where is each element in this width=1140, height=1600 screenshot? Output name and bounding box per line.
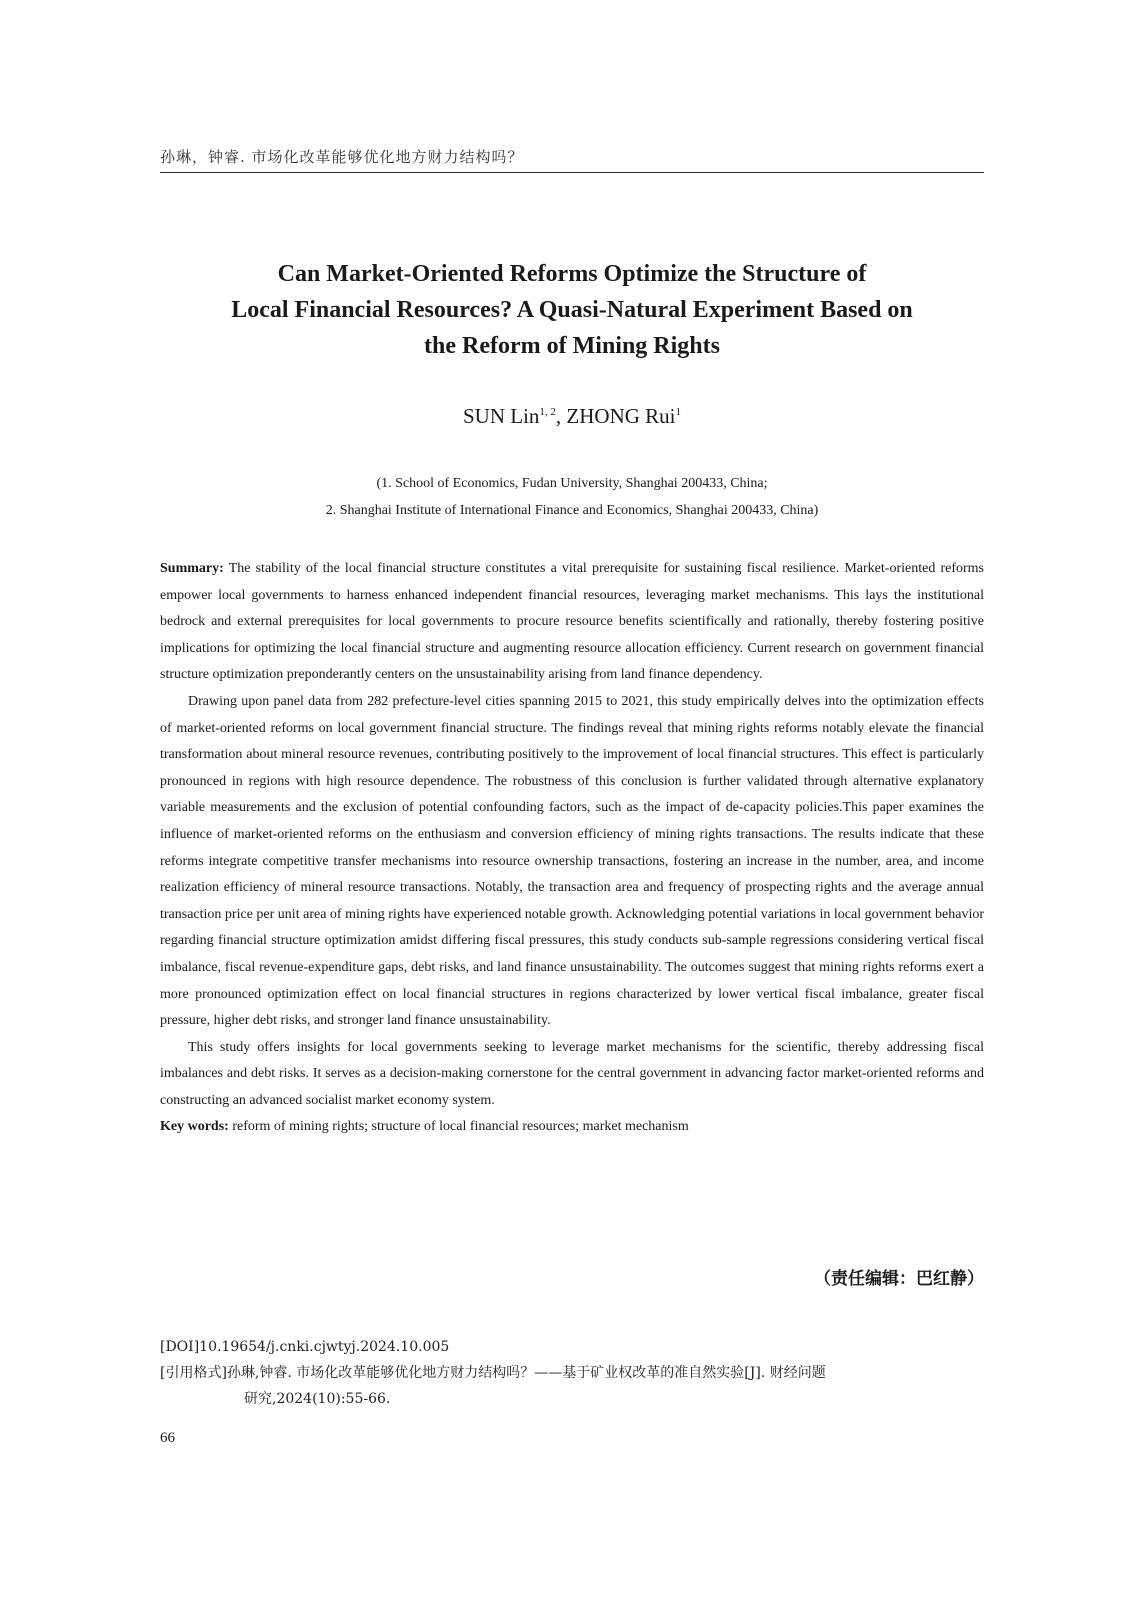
- summary-paragraph-3: This study offers insights for local governments seeking to leverage market mechanisms for the scientific, thereby addressing fiscal imbalances and debt risks. It serves as a decision-making cornerstone for the central government in advancing factor market-oriented reforms and constructing an advanced socialist market economy system.: [160, 1039, 984, 1108]
- page-number: 66: [160, 1430, 175, 1446]
- author-1-affiliation-marker: 1, 2: [539, 406, 556, 418]
- author-separator: ,: [555, 404, 567, 428]
- running-header: 孙琳，钟睿. 市场化改革能够优化地方财力结构吗？: [160, 148, 524, 166]
- author-line: [160, 404, 984, 429]
- title-line-2: Local Financial Resources? A Quasi-Natural Experiment Based on: [231, 297, 913, 323]
- citation-block: [160, 1334, 984, 1412]
- affiliation-1: (1. School of Economics, Fudan University, Shanghai 200433, China;: [376, 476, 768, 491]
- keywords-text: reform of mining rights; structure of local financial resources; market mechanism: [232, 1119, 689, 1135]
- summary-text-1: The stability of the local financial structure constitutes a vital prerequisite for sustaining fiscal resilience. Market-oriented reforms empower local governments to harness enhanced independent financial resources, leveraging market mechanisms. This lays the institutional bedrock and external prerequisites for local governments to procure resource benefits scientifically and rationally, thereby fostering positive implications for optimizing the local financial structure and augmenting resource allocation efficiency. Current research on government financial structure optimization preponderantly centers on the unsustainability arising from land finance dependency.: [160, 561, 985, 683]
- citation-format-line-1: [引用格式]孙琳,钟睿. 市场化改革能够优化地方财力结构吗？——基于矿业权改革的准自然实验[J]. 财经问题: [160, 1365, 826, 1381]
- author-2-affiliation-marker: 1: [675, 406, 682, 418]
- affiliation-2: 2. Shanghai Institute of International Finance and Economics, Shanghai 200433, China): [325, 503, 819, 518]
- doi-line: [DOI]10.19654/j.cnki.cjwtyj.2024.10.005: [160, 1339, 450, 1355]
- summary-paragraph-1: [160, 556, 984, 689]
- citation-format-line-2: 研究,2024(10):55-66.: [244, 1391, 391, 1407]
- responsible-editor: （责任编辑：巴红静）: [814, 1269, 984, 1289]
- summary-label: Summary:: [160, 561, 224, 576]
- title-line-3: the Reform of Mining Rights: [424, 333, 720, 359]
- author-1-name: SUN Lin: [462, 404, 540, 428]
- keywords: [160, 1114, 984, 1141]
- affiliations: [160, 470, 984, 524]
- summary-paragraph-2: Drawing upon panel data from 282 prefecture-level cities spanning 2015 to 2021, this study empirically delves into the optimization effects of market-oriented reforms on local government financial structure. The findings reveal that mining rights reforms notably elevate the financial transformation about mineral resource revenues, contributing positively to the improvement of local financial structures. This effect is particularly pronounced in regions with high resource dependence. The robustness of this conclusion is further validated through alternative explanatory variable measurements and the exclusion of potential confounding factors, such as the impact of de-capacity policies.This paper examines the influence of market-oriented reforms on the enthusiasm and conversion efficiency of mining rights transactions. The results indicate that these reforms integrate competitive transfer mechanisms into resource ownership transactions, fostering an increase in the number, area, and income realization efficiency of mineral resource transactions. Notably, the transaction area and frequency of prospecting rights and the average annual transaction price per unit area of mining rights have experienced notable growth. Acknowledging potential variations in local government behavior regarding financial structure optimization amidst differing fiscal pressures, this study conducts sub-sample regressions considering vertical fiscal imbalance, fiscal revenue-expenditure gaps, debt risks, and land finance unsustainability. The outcomes suggest that mining rights reforms exert a more pronounced optimization effect on local financial structures in regions characterized by lower vertical fiscal imbalance, greater fiscal pressure, higher debt risks, and stronger land finance unsustainability.: [160, 693, 984, 1029]
- paper-title: [160, 256, 984, 364]
- abstract: [160, 556, 984, 1141]
- title-line-1: Can Market-Oriented Reforms Optimize the Structure of: [277, 261, 867, 287]
- author-2-name: ZHONG Rui: [566, 404, 676, 428]
- keywords-label: Key words:: [160, 1119, 229, 1135]
- header-divider: [160, 172, 984, 173]
